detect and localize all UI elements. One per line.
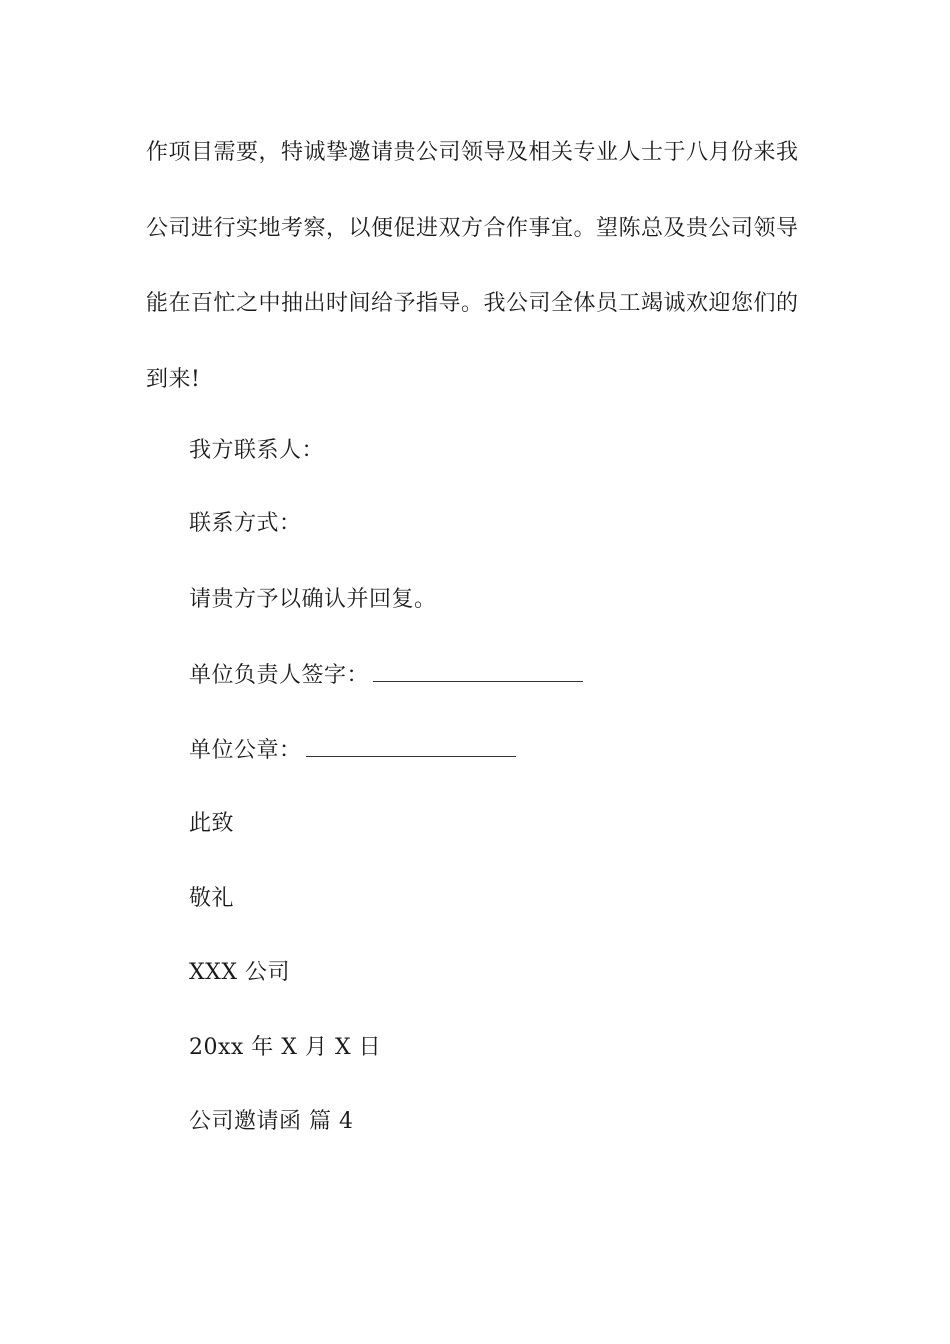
letter-date: 20xx 年 X 月 X 日 [189,1035,382,1060]
paragraph-line: 作项目需要，特诚挚邀请贵公司领导及相关专业人士于八月份来我 [146,140,799,165]
contact-method-label: 联系方式： [189,511,302,536]
next-section-title: 公司邀请函 篇 4 [189,1109,354,1134]
company-name: XXX 公司 [189,960,290,985]
closing-salutation-1: 此致 [189,811,235,836]
invitation-paragraph [146,115,806,417]
signature-label: 单位负责人签字： [189,663,370,688]
closing-salutation-2: 敬礼 [189,886,235,911]
paragraph-line: 到来! [146,366,201,392]
signature-row [189,659,583,692]
contact-person-label: 我方联系人： [189,438,325,463]
paragraph-line: 公司进行实地考察，以便促进双方合作事宜。望陈总及贵公司领导 [146,215,799,241]
confirm-request-text: 请贵方予以确认并回复。 [189,587,437,612]
signature-blank-line [373,659,583,682]
seal-label: 单位公章： [189,738,302,763]
seal-blank-line [306,734,516,757]
seal-row [189,734,516,767]
paragraph-line: 能在百忙之中抽出时间给予指导。我公司全体员工竭诚欢迎您们的 [146,291,799,316]
